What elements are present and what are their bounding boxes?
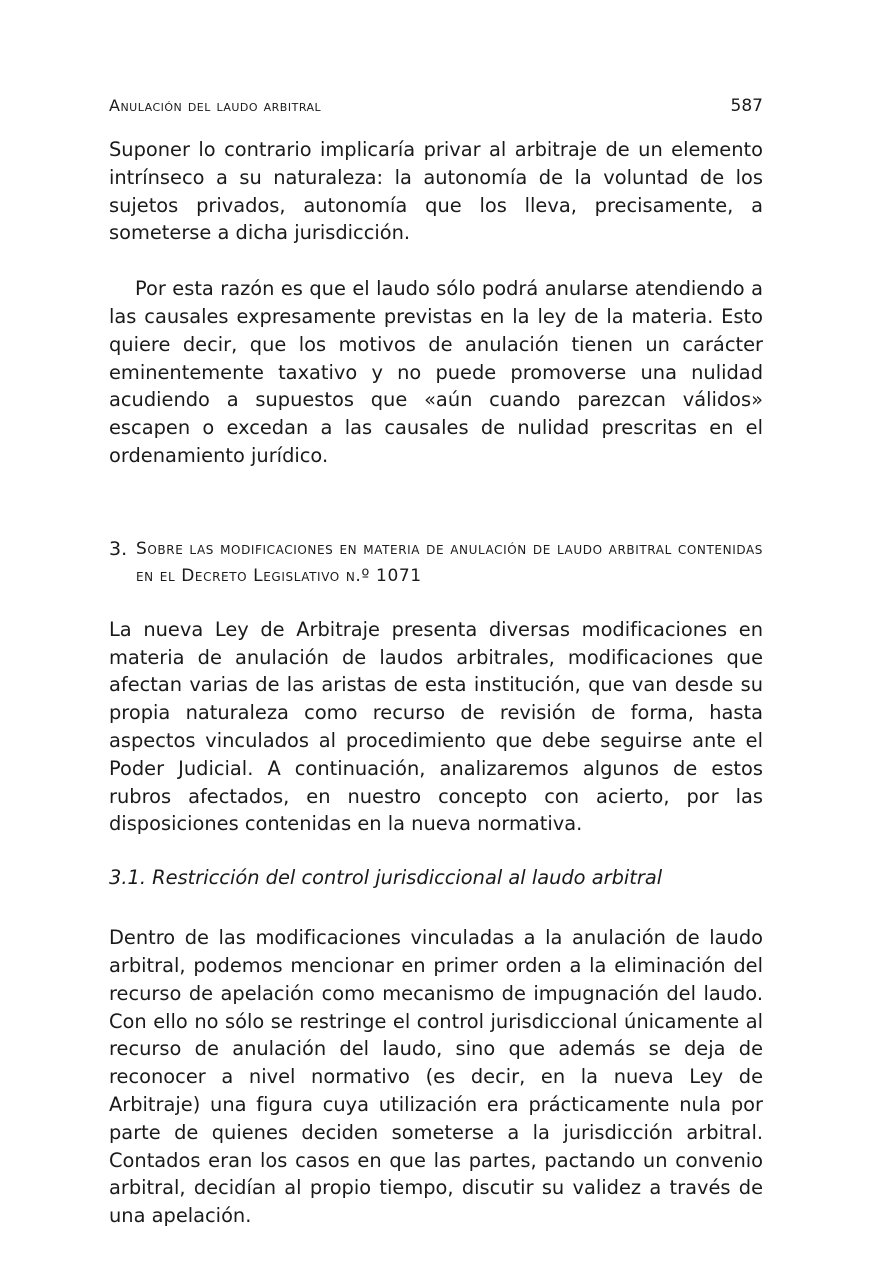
book-page [109, 96, 763, 1230]
section-number: 3. [109, 537, 128, 560]
paragraph-4: Dentro de las modificaciones vinculadas a la anulación de laudo arbitral, podemos mencionar en primer orden a la eliminación del recurso de apelación como mecanismo de impugnación del laudo. Con ello no sólo se restringe el control jurisdiccional únicamente al recurso de anulación del laudo, sino que además se deja de reconocer a nivel normativo (es decir, en la nueva Ley de Arbitraje) una figura cuya utilización era prácticamente nula por parte de quienes deciden someterse a la jurisdicción arbitral. Contados eran los casos en que las partes, pactando un convenio arbitral, decidían al propio tiempo, discutir su validez a través de una apelación. [109, 926, 763, 1228]
subsection-title: 3.1. Restricción del control jurisdiccional al laudo arbitral [109, 866, 663, 890]
section-spacer [109, 470, 763, 536]
paragraph-spacer [109, 247, 763, 275]
running-title: Anulación del laudo arbitral [109, 96, 322, 115]
subsection-spacer [109, 892, 763, 924]
page-number: 587 [730, 96, 763, 116]
paragraph-1: Suponer lo contrario implicaría privar al arbitraje de un elemento intrínseco a su naturaleza: la autonomía de la voluntad de los sujetos privados, autonomía que los lleva, precisamente, a someterse a dicha jurisdicción. [109, 138, 763, 245]
paragraph-2: Por esta razón es que el laudo sólo podrá anularse atendiendo a las causales expresamente previstas en la ley de la materia. Esto quiere decir, que los motivos de anulación tienen un carácter eminentemente taxativo y no puede promoverse una nulidad acudiendo a supuestos que «aún cuando parezcan válidos» escapen o excedan a las causales de nulidad prescritas en el ordenamiento jurídico. [109, 277, 763, 467]
section-title: Sobre las modificaciones en materia de anulación de laudo arbitral contenidas en el Decreto Legislativo n.º 1071 [136, 538, 763, 586]
subsection-spacer [109, 838, 763, 864]
running-header [109, 96, 763, 122]
paragraph-3: La nueva Ley de Arbitraje presenta diversas modificaciones en materia de anulación de laudos arbitrales, modificaciones que afectan varias de las aristas de esta institución, que van desde su propia naturaleza como recurso de revisión de forma, hasta aspectos vinculados al procedimiento que debe seguirse ante el Poder Judicial. A continuación, analizaremos algunos de estos rubros afectados, en nuestro concepto con acierto, por las disposiciones contenidas en la nueva normativa. [109, 617, 763, 836]
section-spacer [109, 590, 763, 616]
section-heading [109, 536, 763, 590]
